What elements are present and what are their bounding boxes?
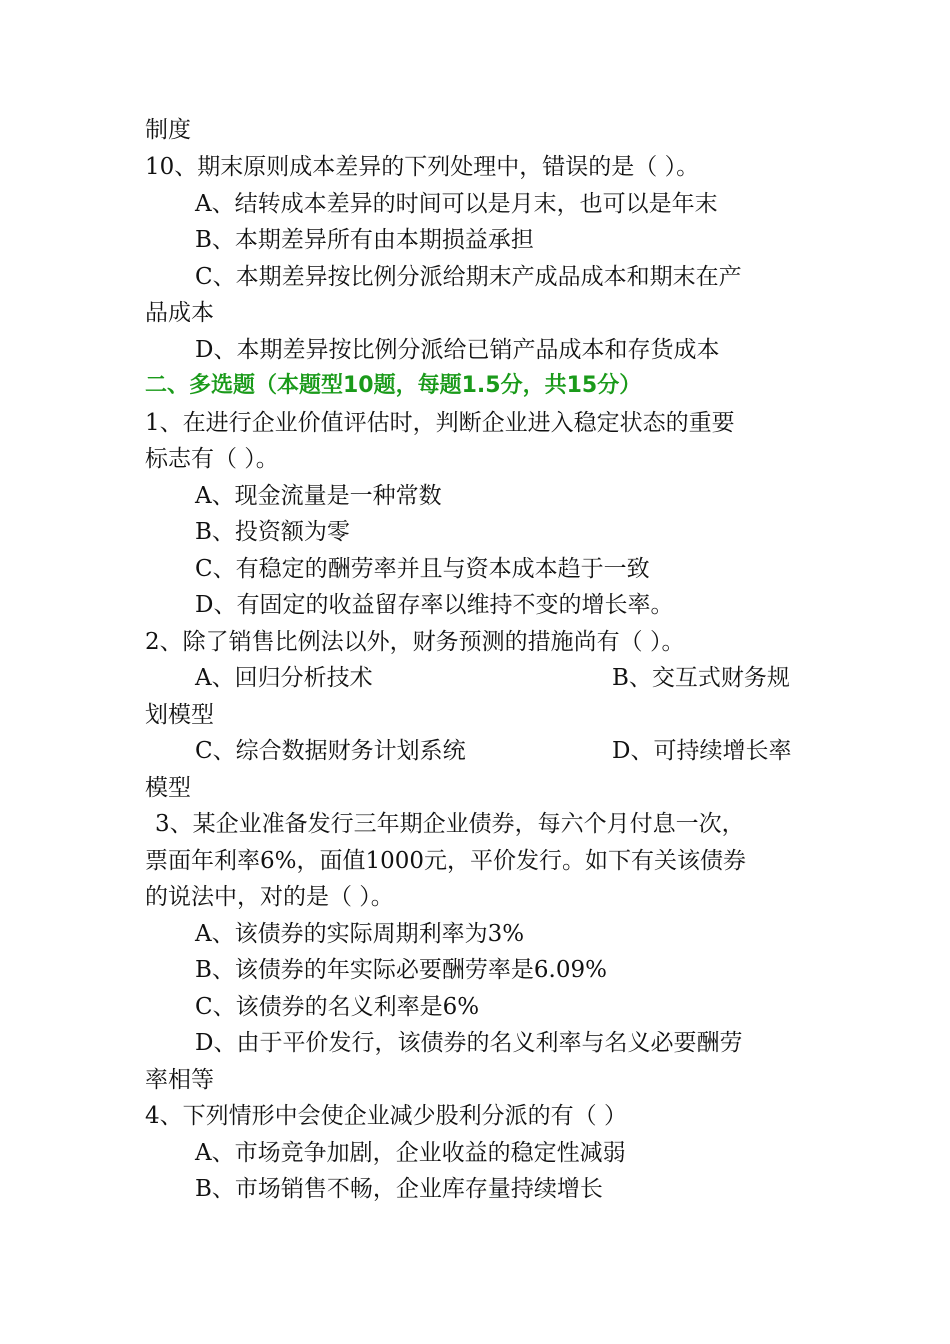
text-line: 划模型 [145, 702, 214, 728]
option-c: C、本期差异按比例分派给期末产成品成本和期末在产 [195, 264, 742, 290]
option-a: A、现金流量是一种常数 [195, 483, 442, 509]
text-line: 标志有（ ）。 [145, 446, 279, 472]
question-10: 10、期末原则成本差异的下列处理中，错误的是（ ）。 [145, 154, 700, 180]
text-line: 品成本 [145, 300, 214, 326]
question-1: 1、在进行企业价值评估时，判断企业进入稳定状态的重要 [145, 410, 735, 436]
question-4: 4、下列情形中会使企业减少股利分派的有（ ） [145, 1103, 627, 1129]
option-b: B、交互式财务规 [612, 665, 790, 691]
option-d: D、本期差异按比例分派给已销产品成本和存货成本 [195, 337, 720, 363]
option-a: A、该债券的实际周期利率为3% [195, 921, 525, 947]
text-line: 票面年利率6%，面值1000元，平价发行。如下有关该债券 [145, 848, 747, 874]
text-line: 制度 [145, 117, 191, 143]
text-line: 的说法中，对的是（ ）。 [145, 884, 394, 910]
option-d: D、由于平价发行，该债券的名义利率与名义必要酬劳 [195, 1030, 743, 1056]
option-b: B、市场销售不畅，企业库存量持续增长 [195, 1176, 603, 1202]
option-a: A、回归分析技术 [195, 665, 373, 691]
option-b: B、本期差异所有由本期损益承担 [195, 227, 534, 253]
question-3: 3、某企业准备发行三年期企业债券，每六个月付息一次， [155, 811, 745, 837]
option-c: C、综合数据财务计划系统 [195, 738, 466, 764]
option-d: D、可持续增长率 [612, 738, 792, 764]
option-c: C、该债券的名义利率是6% [195, 994, 480, 1020]
option-a: A、结转成本差异的时间可以是月末，也可以是年末 [195, 191, 718, 217]
option-a: A、市场竞争加剧，企业收益的稳定性减弱 [195, 1140, 626, 1166]
option-b: B、该债券的年实际必要酬劳率是6.09% [195, 957, 607, 983]
text-line: 模型 [145, 775, 191, 801]
question-2: 2、除了销售比例法以外，财务预测的措施尚有（ ）。 [145, 629, 685, 655]
option-b: B、投资额为零 [195, 519, 350, 545]
option-c: C、有稳定的酬劳率并且与资本成本趋于一致 [195, 556, 650, 582]
option-d: D、有固定的收益留存率以维持不变的增长率。 [195, 592, 674, 618]
text-line: 率相等 [145, 1067, 214, 1093]
section-heading: 二、多选题（本题型10题，每题1.5分，共15分） [145, 373, 642, 398]
